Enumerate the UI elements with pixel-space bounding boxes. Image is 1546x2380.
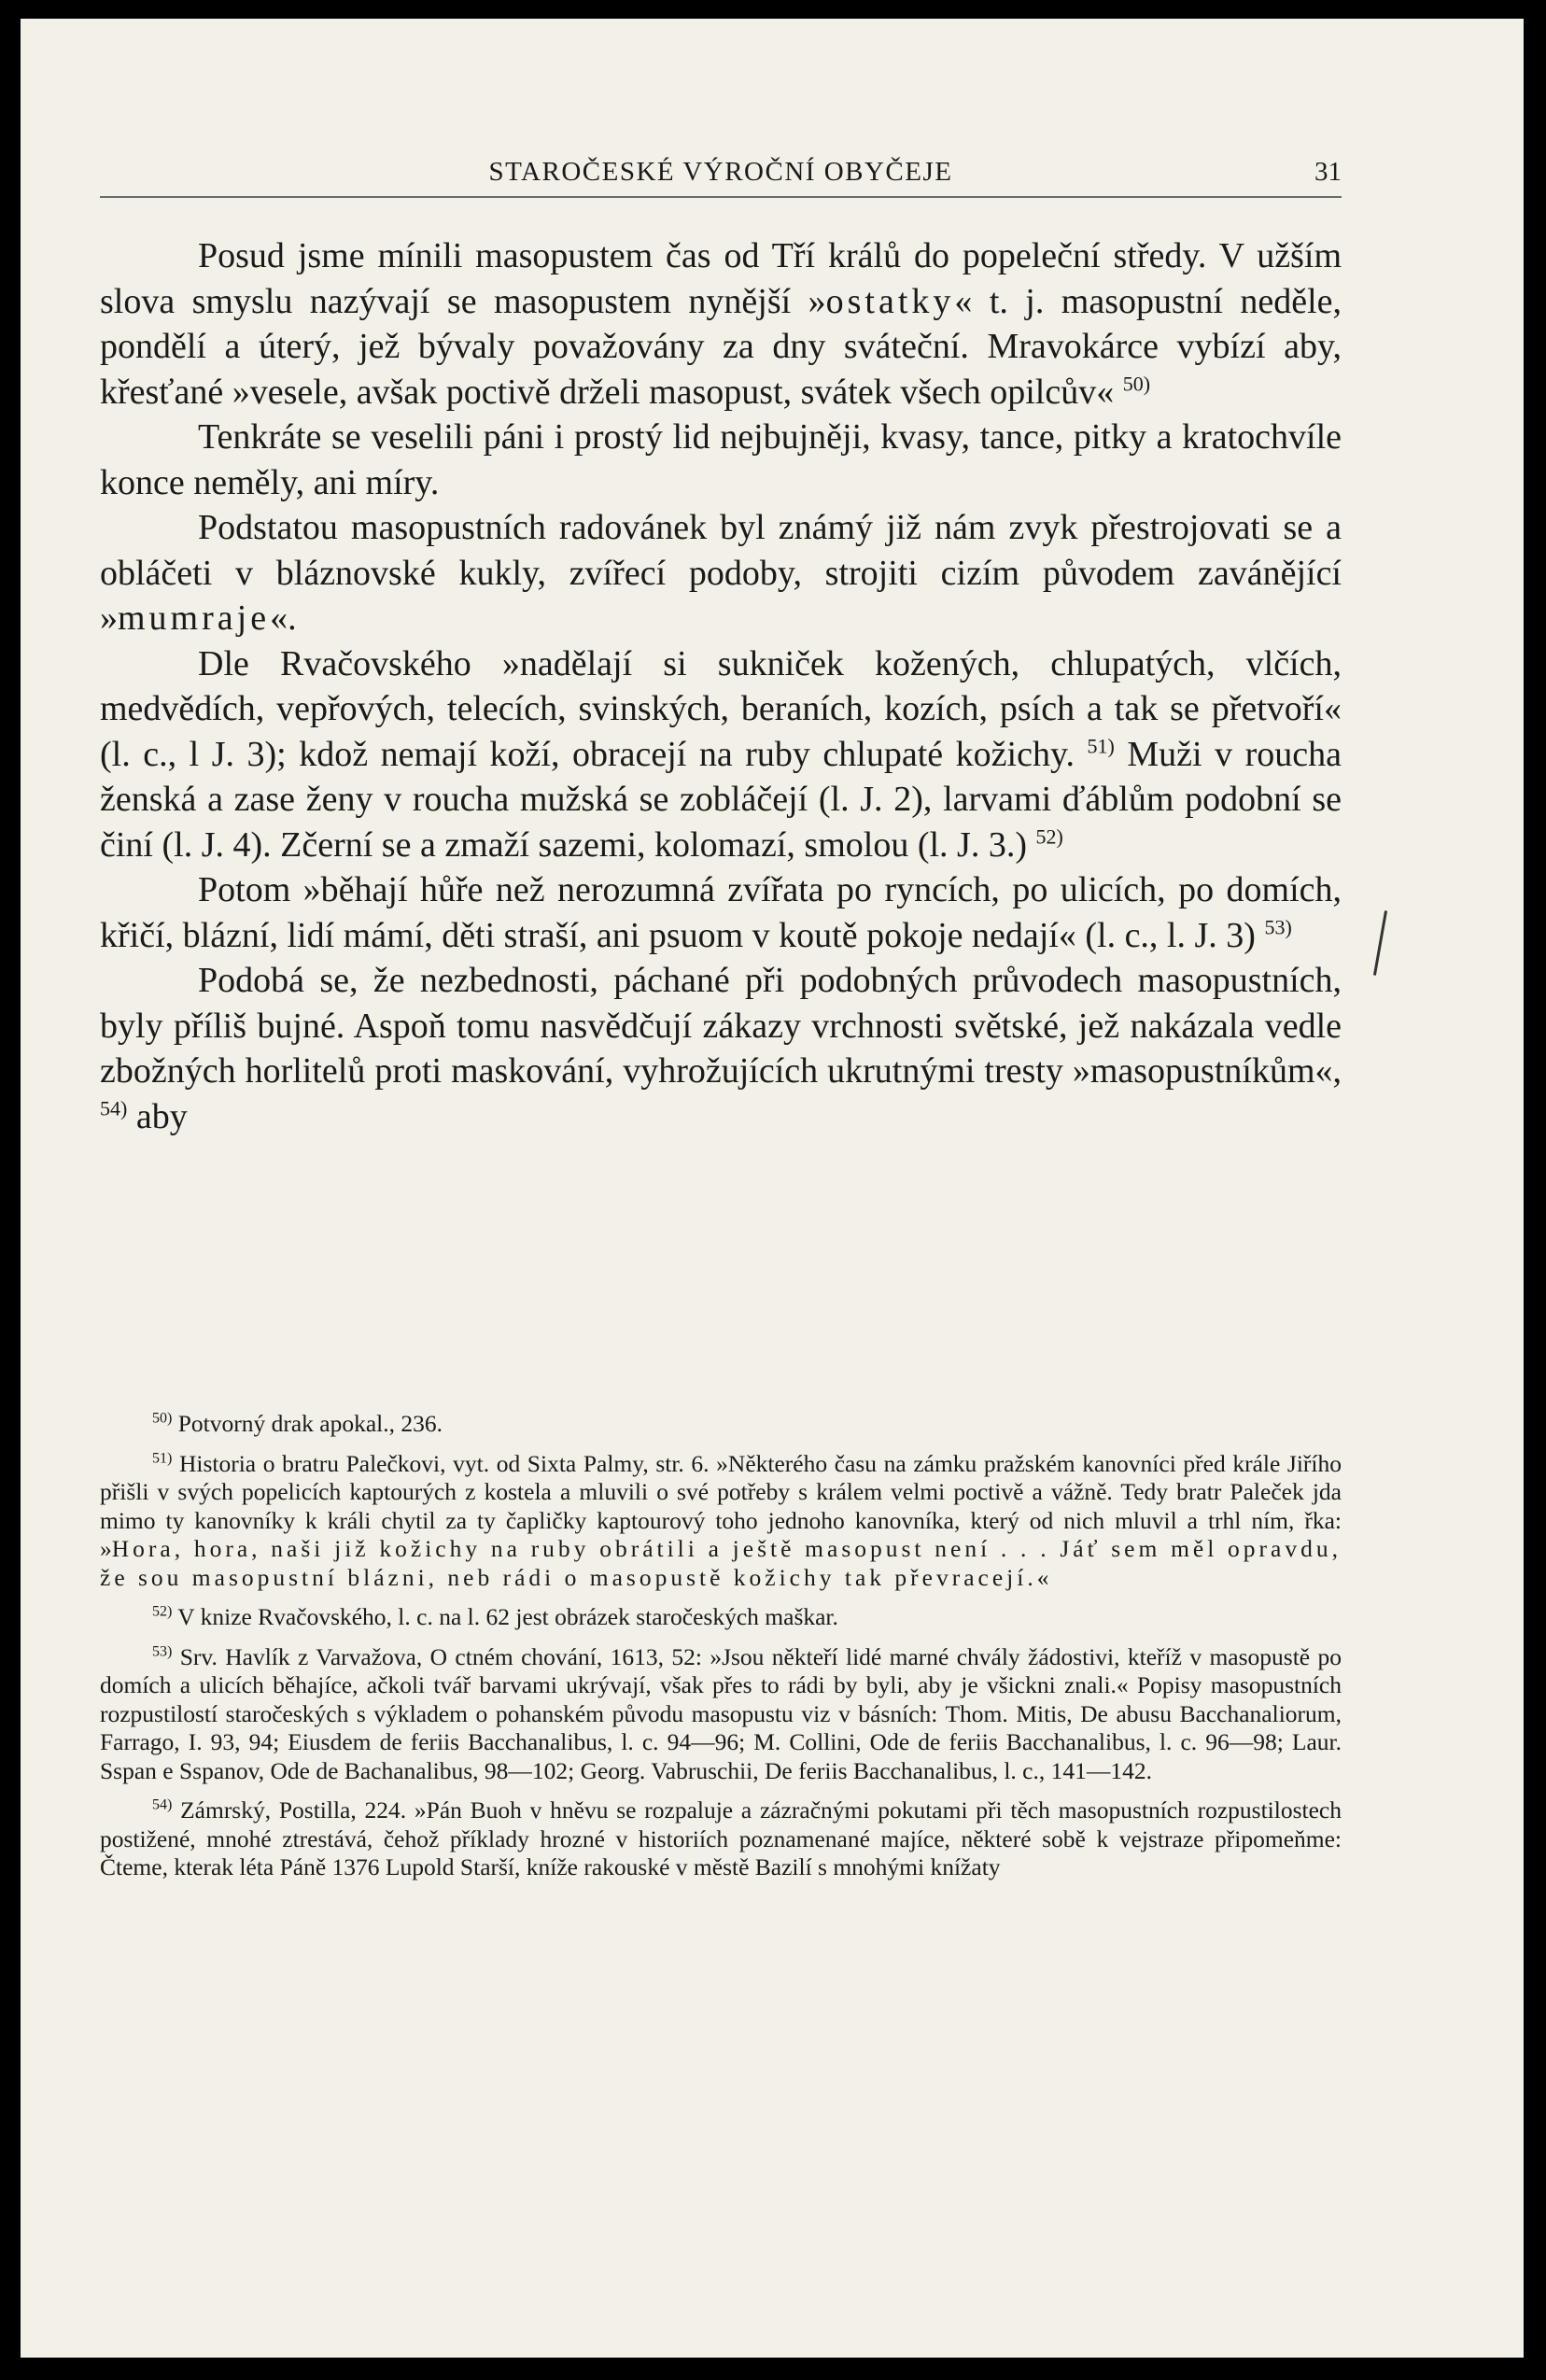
footnote-51 (100, 1450, 1342, 1593)
paragraph-1 (100, 233, 1342, 415)
paragraph-text: Tenkráte se veselili páni i prostý lid nejbujněji, kvasy, tance, pitky a kratochvíle konce neměly, ani míry. (100, 417, 1342, 502)
paragraph-text: « t. j. masopustní neděle, pondělí a úterý, jež bývaly považovány za dny sváteční. Mravokárce vybízí aby, křesťané »vesele, avšak poctivě drželi masopust, svátek všech opilcův« (100, 281, 1342, 412)
paragraph-text: Podstatou masopustních radovánek byl známý již nám zvyk přestrojovati se a obláčeti v bláznovské kukly, zvířecí podoby, strojiti cizím původem zavánějící » (100, 508, 1342, 638)
running-header (100, 140, 1342, 198)
footnote-text: Potvorný drak apokal., 236. (172, 1410, 443, 1437)
paragraph-text: aby (127, 1096, 188, 1136)
footnote-number: 53) (152, 1643, 173, 1659)
paragraph-text: Potom »běhají hůře než nerozumná zvířata po ryncích, po ulicích, po domích, křičí, blázní, lidí mámí, děti straší, ani psuom v koutě pokoje nedají« (l. c., l. J. 3) (100, 870, 1342, 955)
book-page (21, 19, 1524, 2358)
footnote-50 (100, 1410, 1342, 1439)
page-number: 31 (1314, 157, 1342, 187)
paragraph-text: Muži v roucha ženská a zase ženy v roucha mužská se zobláčejí (l. J. 2), larvami ďáblům podobní se činí (l. J. 4). Zčerní se a zmaží sazemi, kolomazí, smolou (l. J. 3.) (100, 734, 1342, 865)
paragraph-text: «. (270, 599, 297, 638)
footnote-53 (100, 1643, 1342, 1786)
footnote-ref: 51) (1087, 733, 1115, 757)
footnotes (100, 1410, 1342, 1894)
spaced-quote: Hora, hora, naši již kožichy na ruby obrátili a ještě masopust není . . . Jáť sem měl opravdu, že sou masopustní blázni, neb rádi o masopustě kožichy tak převracejí. (100, 1535, 1342, 1591)
footnote-52 (100, 1603, 1342, 1632)
footnote-ref: 52) (1035, 824, 1063, 848)
footnote-text: Historia o bratru Palečkovi, vyt. od Sixta Palmy, str. 6. »Některého času na zámku pražském kanovníci před krále Jiřího přišli v svých popelicích kaptourých z kostela a mluvili o své potřeby s králem velmi poctivě a vážně. Tedy bratr Paleček jda mimo ty kanovníky k králi chytil za ty čapličky kaptourový toho jednoho kanovníka, který od nich mluvil a trhl ním, řka: » (100, 1449, 1342, 1562)
footnote-number: 51) (152, 1450, 173, 1466)
paragraph-4 (100, 641, 1342, 868)
header-title: STAROČESKÉ VÝROČNÍ OBYČEJE (488, 157, 953, 187)
footnote-number: 54) (152, 1796, 173, 1813)
spaced-term: mumraje (118, 599, 271, 638)
footnote-ref: 53) (1264, 914, 1292, 938)
footnote-number: 50) (152, 1410, 173, 1427)
footnote-text: Srv. Havlík z Varvažova, O ctném chování, 1613, 52: »Jsou někteří lidé marné chvály žádostivi, kteříž v masopustě po domích a ulicích běhajíce, ačkoli tvář barvami ukrývají, však přes to rádi by byli, aby je všickni znali.« Popisy masopustních rozpustilostí staročeských s výkladem o pohanském původu masopustu viz v básních: Thom. Mitis, De abusu Bacchanaliorum, Farrago, I. 93, 94; Eiusdem de feriis Bacchanalibus, l. c. 94—96; M. Collini, Ode de feriis Bacchanalibus, l. c. 96—98; Laur. Sspan e Sspanov, Ode de Bachanalibus, 98—102; Georg. Vabruschii, De feriis Bacchanalibus, l. c., 141—142. (100, 1642, 1342, 1784)
footnote-text: V knize Rvačovského, l. c. na l. 62 jest obrázek staročeských maškar. (172, 1603, 838, 1630)
paragraph-3 (100, 505, 1342, 641)
spaced-term: ostatky (825, 281, 955, 321)
paragraph-text: Posud jsme mínili masopustem čas od Tří králů do popeleční středy. V užším slova smyslu nazývají se masopustem nynější » (100, 236, 1342, 321)
paragraph-text: Podobá se, že nezbednosti, páchané při podobných průvodech masopustních, byly příliš bujné. Aspoň tomu nasvědčují zákazy vrchnosti světské, jež nakázala vedle zbožných horlitelů proti maskování, vyhrožujících ukrutnými tresty »masopustníkům«, (100, 961, 1342, 1091)
footnote-54 (100, 1796, 1342, 1882)
footnote-ref: 54) (100, 1095, 128, 1120)
paragraph-2 (100, 415, 1342, 505)
stray-pencil-mark (1373, 910, 1387, 975)
paragraph-5 (100, 867, 1342, 958)
paragraph-6 (100, 958, 1342, 1139)
paragraph-text: Dle Rvačovského »nadělají si sukniček kožených, chlupatých, vlčích, medvědích, vepřových, telecích, svinských, beraních, kozích, psích a tak se přetvoří« (l. c., l J. 3); kdož nemají koží, obracejí na ruby chlupaté kožichy. (100, 643, 1342, 774)
footnote-text: « (1036, 1563, 1049, 1591)
footnote-number: 52) (152, 1603, 173, 1620)
footnote-text: Zámrský, Postilla, 224. »Pán Buoh v hněvu se rozpaluje a zázračnými pokutami při těch masopustních rozpustilostech postižené, mnohé ztrestává, čehož příklady hrozné v historiích poznamenané majíce, některé sobě k vejstraze připomeňme: Čteme, kterak léta Páně 1376 Lupold Starší, kníže rakouské v městě Bazilí s mnohými knížaty (100, 1796, 1342, 1880)
main-text (100, 233, 1342, 1139)
footnote-ref: 50) (1122, 371, 1151, 395)
